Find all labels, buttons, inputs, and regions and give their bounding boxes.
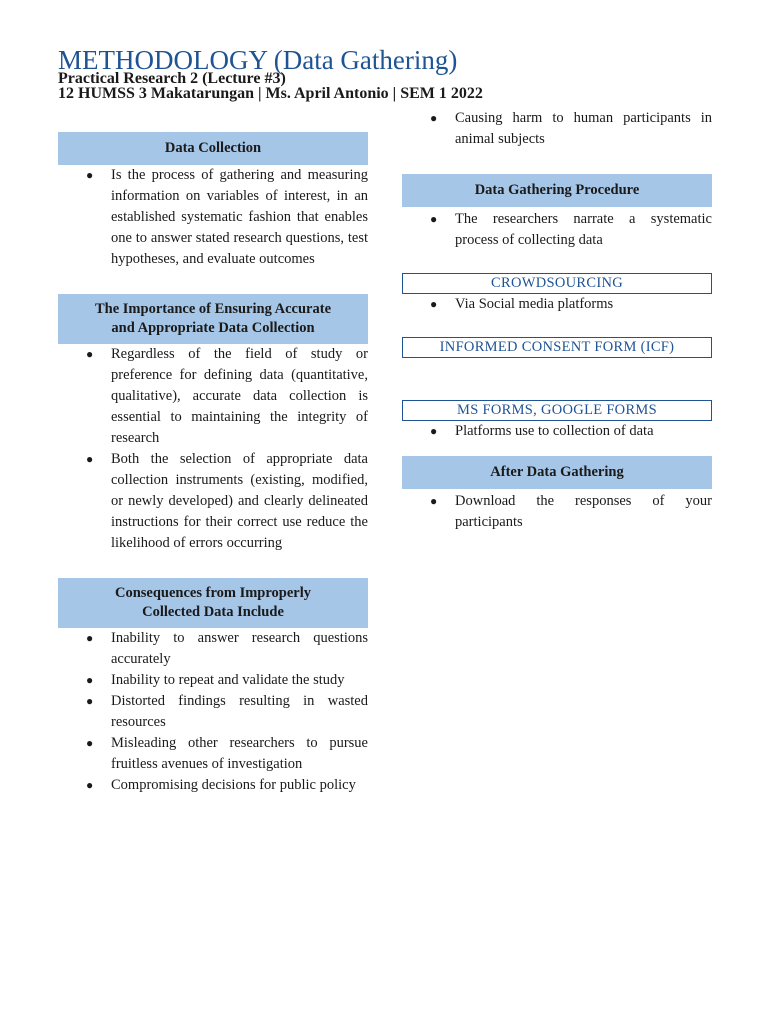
list-item: ● The researchers narrate a systematic process of collecting data: [402, 209, 712, 251]
list-item: ● Inability to answer research questions accurately: [58, 628, 368, 670]
heading-consequences-line1: Consequences from Improperly: [114, 585, 311, 601]
crowdsourcing-box: CROWDSOURCING: [402, 273, 712, 294]
left-column: [58, 132, 368, 796]
data-collection-list: [58, 165, 368, 270]
heading-consequences-line2: Collected Data Include: [142, 604, 284, 620]
heading-data-collection: Data Collection: [58, 132, 368, 165]
list-item: ● Inability to repeat and validate the study: [58, 670, 368, 691]
procedure-list: [402, 209, 712, 251]
list-item: ● Causing harm to human participants in animal subjects: [402, 108, 712, 150]
list-item: ● Distorted findings resulting in wasted resources: [58, 691, 368, 733]
list-item: ● Via Social media platforms: [402, 294, 712, 315]
page-subtitle: Practical Research 2 (Lecture #3): [58, 70, 286, 87]
list-item: ● Regardless of the field of study or preference for defining data (quantitative, qualitative), accurate data collection is essential to maintaining the integrity of research: [58, 344, 368, 449]
right-column: [402, 108, 712, 533]
list-item: ● Platforms use to collection of data: [402, 421, 712, 442]
heading-after: After Data Gathering: [402, 456, 712, 489]
heading-importance-line2: and Appropriate Data Collection: [111, 320, 315, 336]
importance-list: [58, 344, 368, 554]
heading-importance: [58, 294, 368, 344]
course-line: 12 HUMSS 3 Makatarungan | Ms. April Antonio | SEM 1 2022: [58, 85, 483, 102]
list-item: ● Misleading other researchers to pursue fruitless avenues of investigation: [58, 733, 368, 775]
list-item: ● Download the responses of your participants: [402, 491, 712, 533]
icf-box: INFORMED CONSENT FORM (ICF): [402, 337, 712, 358]
heading-importance-line1: The Importance of Ensuring Accurate: [94, 301, 331, 317]
forms-list: [402, 421, 712, 442]
crowdsourcing-list: [402, 294, 712, 315]
heading-procedure: Data Gathering Procedure: [402, 174, 712, 207]
list-item: ● Both the selection of appropriate data collection instruments (existing, modified, or newly developed) and clearly delineated instructions for their correct use reduce the likelihood of errors occurring: [58, 449, 368, 554]
list-item: ● Is the process of gathering and measuring information on variables of interest, in an established systematic fashion that enables one to answer stated research questions, test hypotheses, and evaluate outcomes: [58, 165, 368, 270]
page-title: METHODOLOGY (Data Gathering): [58, 45, 458, 75]
forms-box: MS FORMS, GOOGLE FORMS: [402, 400, 712, 421]
after-list: [402, 491, 712, 533]
list-item: ● Compromising decisions for public policy: [58, 775, 368, 796]
consequences-list: [58, 628, 368, 796]
heading-consequences: [58, 578, 368, 628]
continued-list: [402, 108, 712, 150]
